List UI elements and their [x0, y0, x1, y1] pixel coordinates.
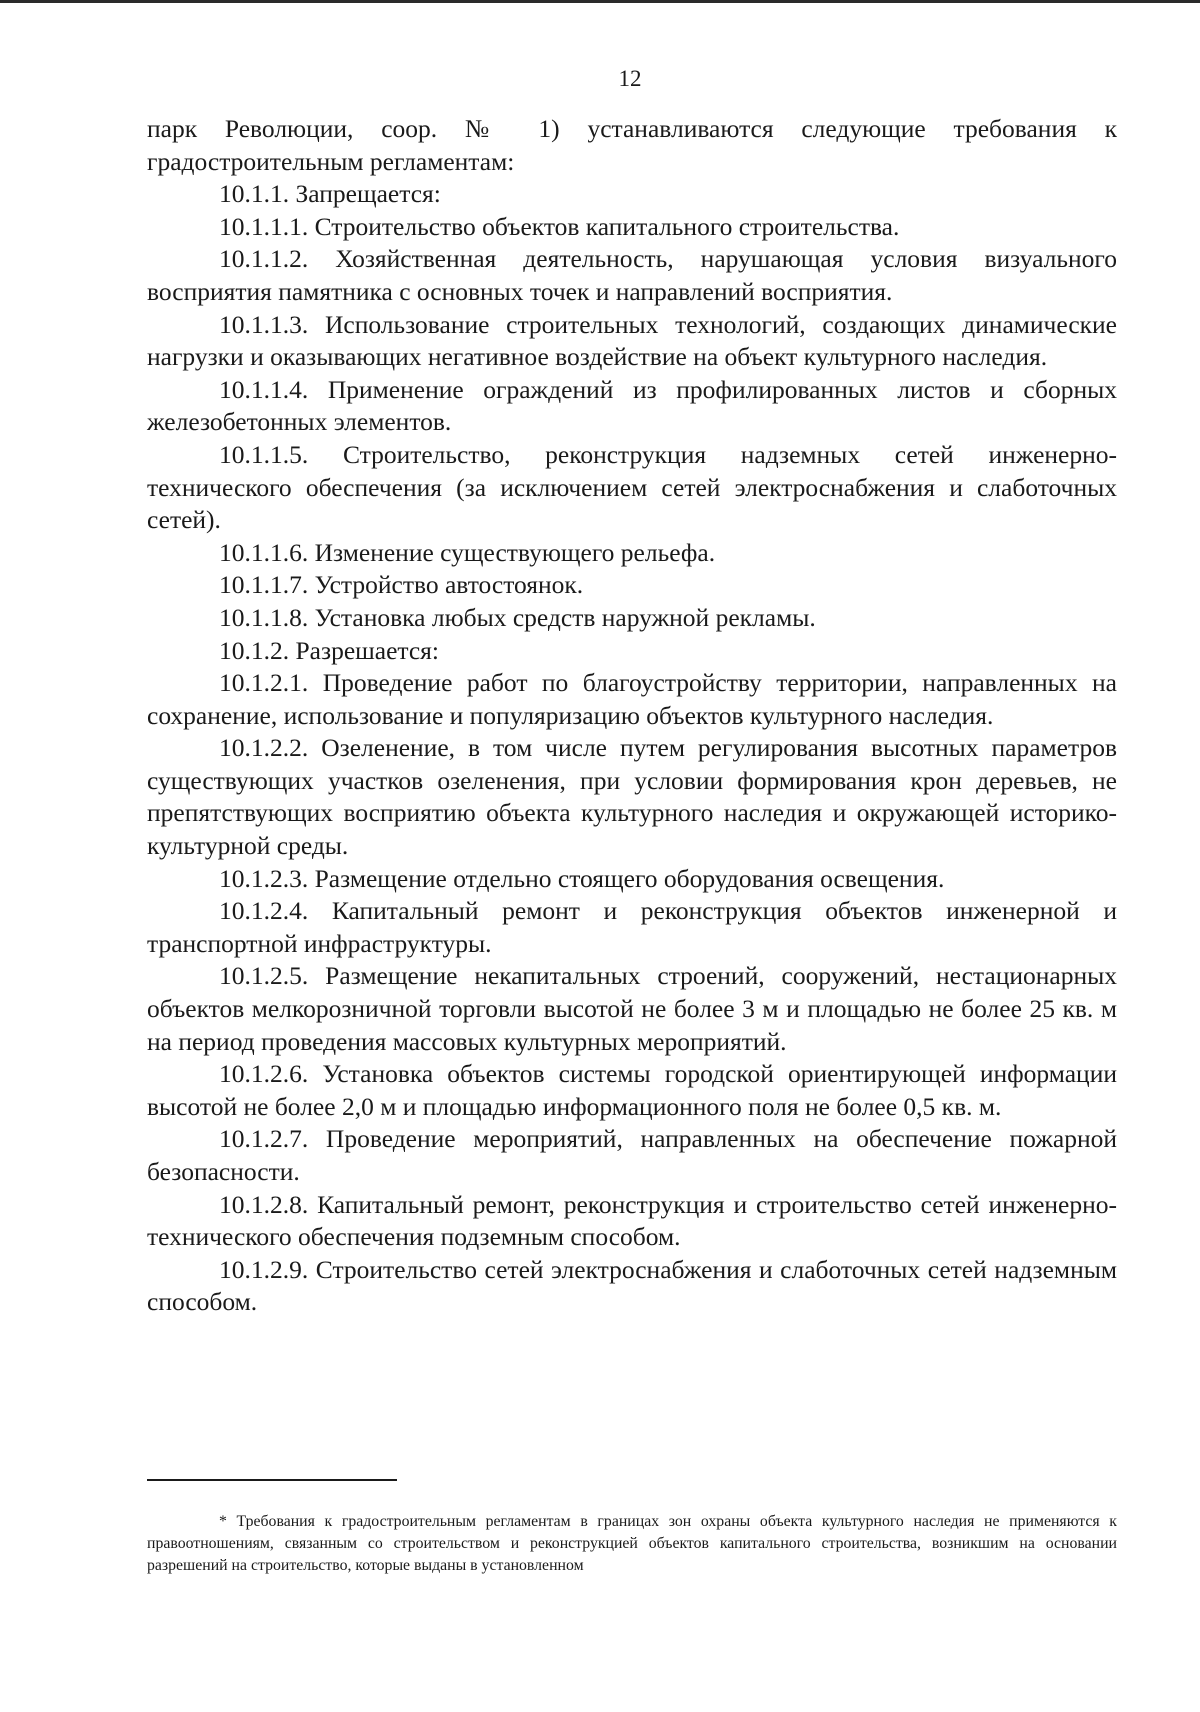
paragraph: 10.1.1.6. Изменение существующего рельефа. — [219, 537, 716, 567]
paragraph: 10.1.1.5. Строительство, реконструкция надземных сетей инженерно-технического обеспечения (за исключением сетей электроснабжения и слаботочных сетей). — [147, 439, 1117, 535]
paragraph: 10.1.1.2. Хозяйственная деятельность, нарушающая условия визуального восприятия памятника с основных точек и направлений восприятия. — [147, 244, 1117, 306]
page-number: 12 — [618, 66, 642, 91]
paragraph: 10.1.2. Разрешается: — [219, 635, 439, 665]
paragraph: 10.1.1.1. Строительство объектов капитального строительства. — [219, 211, 900, 241]
document-body — [147, 113, 1117, 1319]
paragraph: 10.1.2.5. Размещение некапитальных строений, сооружений, нестационарных объектов мелкорозничной торговли высотой не более 3 м и площадью не более 25 кв. м на период проведения массовых культурных мероприятий. — [147, 961, 1117, 1056]
paragraph: 10.1.2.8. Капитальный ремонт, реконструкция и строительство сетей инженерно-технического обеспечения подземным способом. — [147, 1189, 1117, 1252]
paragraph: 10.1.2.9. Строительство сетей электроснабжения и слаботочных сетей надземным способом. — [147, 1254, 1117, 1317]
paragraph: парк Революции, соор. № 1) устанавливаются следующие требования к градостроительным регламентам: — [147, 114, 1117, 176]
paragraph: 10.1.2.6. Установка объектов системы городской ориентирующей информации высотой не более 2,0 м и площадью информационного поля не более 0,5 кв. м. — [147, 1059, 1117, 1121]
paragraph: 10.1.2.2. Озеленение, в том числе путем регулирования высотных параметров существующих участков озеленения, при условии формирования крон деревьев, не препятствующих восприятию объекта культурного наследия и окружающей историко-культурной среды. — [147, 733, 1117, 861]
paragraph: 10.1.2.1. Проведение работ по благоустройству территории, направленных на сохранение, использование и популяризацию объектов культурного наследия. — [147, 668, 1117, 730]
paragraph: 10.1.1. Запрещается: — [219, 179, 441, 209]
paragraph: 10.1.1.4. Применение ограждений из профилированных листов и сборных железобетонных элементов. — [147, 374, 1117, 437]
paragraph: 10.1.2.3. Размещение отдельно стоящего оборудования освещения. — [219, 863, 945, 893]
paragraph: 10.1.1.7. Устройство автостоянок. — [219, 570, 584, 600]
footnote-separator — [147, 1479, 397, 1481]
scan-top-edge — [0, 0, 1200, 3]
paragraph: 10.1.1.8. Установка любых средств наружной рекламы. — [219, 602, 816, 632]
paragraph: 10.1.1.3. Использование строительных технологий, создающих динамические нагрузки и оказывающих негативное воздействие на объект культурного наследия. — [147, 309, 1117, 372]
paragraph: 10.1.2.4. Капитальный ремонт и реконструкция объектов инженерной и транспортной инфраструктуры. — [147, 896, 1117, 958]
paragraph: 10.1.2.7. Проведение мероприятий, направленных на обеспечение пожарной безопасности. — [147, 1124, 1117, 1186]
footnote: * Требования к градостроительным регламентам в границах зон охраны объекта культурного наследия не применяются к правоотношениям, связанным со строительством и реконструкцией объектов капитального строительства, возникшим на основании разрешений на строительство, которые выданы в установленном — [147, 1513, 1117, 1574]
